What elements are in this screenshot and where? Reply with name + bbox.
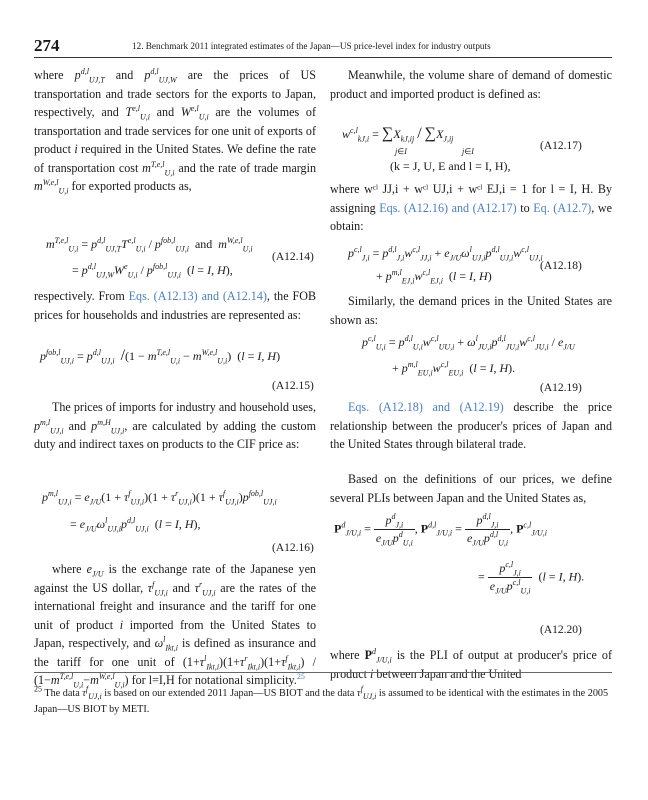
- right-para-3: Similarly, the demand prices in the United States are shown as:: [330, 294, 612, 327]
- eq-link[interactable]: Eqs. (A12.13) and (A12.14): [128, 289, 267, 303]
- running-header: 12. Benchmark 2011 integrated estimates of the Japan—US price-level index for industry outputs: [132, 41, 491, 51]
- equation-number: (A12.17): [540, 140, 582, 152]
- header-rule: [34, 57, 612, 58]
- footnote-ref[interactable]: 25: [296, 671, 305, 681]
- left-para-4: where $e_{J/U}$ is the exchange rate of the Japanese yen against the US dollar, $\tau^f_{UJ,i}$ and $\tau^r_{UJ,i}$ are the rates of the international freight and insurance and the tariff for one unit of product i imported from the United States to Japan, respectively, and $\omega^l_{Ikt,i}$ is defined as insurance and the tariff for one unit of $(1+\tau^l_{Ikt,i})(1+\tau^r_{Ikt,i})(1+\tau^f_{Ikt,i}) / (1-m^{T,e,l}_{U,i}-m^{W,e,l}_{U,i})$ for l=I,H for notational simplicity.$^{25}$: [34, 562, 317, 690]
- text-span: to: [516, 200, 534, 215]
- equation-number: (A12.18): [540, 260, 582, 272]
- left-para-1: where $p^{d,l}_{UJ,T}$ and $p^{d,l}_{UJ,W}$ are the prices of US transportation and trade sectors for the exports to Japan, respectively, and T$^{e,l}_{U,i}$ and W$^{e,l}_{U,i}$ are the volumes of transportation and trade services for one unit of exports of product i required in the United States. We define the rate of transportation cost $m^{T,e,l}_{U,i}$ and the rate of trade margin $m^{W,e,l}_{U,i}$ for exported products as,: [34, 66, 317, 196]
- right-para-4: [330, 398, 612, 454]
- equation-number: (A12.20): [540, 624, 582, 636]
- equation-number: (A12.16): [272, 542, 314, 554]
- footnote-rule: [34, 672, 612, 673]
- eq-condition: (k = J, U, E and l = I, H),: [390, 159, 511, 173]
- right-para-2: [330, 180, 612, 236]
- text-span: respectively. From: [34, 289, 129, 303]
- equation-number: (A12.15): [272, 380, 314, 392]
- equation-number: (A12.19): [540, 382, 582, 394]
- left-para-3: The prices of imports for industry and household uses, $p^{m,l}_{UJ,i}$ and $p^{m,H}_{UJ,i}$, are calculated by adding the custom duty and indirect taxes on products to the CIF price as:: [34, 400, 316, 451]
- text-span: , the FOB prices for households and industries are represented as:: [34, 289, 317, 322]
- eq-link[interactable]: Eqs. (A12.18) and (A12.19): [348, 400, 504, 414]
- eq-link[interactable]: Eqs. (A12.16) and (A12.17): [379, 200, 517, 215]
- right-para-6: where $P^d_{J/U,i}$ is the PLI of output at producer's price of product i between Japan and the United: [330, 646, 612, 681]
- eq-link[interactable]: Eq. (A12.7): [533, 200, 592, 215]
- equation-number: (A12.14): [272, 251, 314, 263]
- text-span: where wᶜˡ JJ,i + wᶜˡ UJ,i + wᶜˡ EJ,i = 1 for l = I, H. By assigning: [330, 182, 612, 215]
- page-number: 274: [34, 36, 60, 55]
- footnote: $^{25}$ The data $\tau^f_{UJ,i}$ is based on our extended 2011 Japan—US BIOT and the data $\tau^f_{UJ,i}$ is assumed to be identical with the estimates in the 2005 Japan—US BIOT by METI.: [34, 684, 609, 715]
- left-para-2: [34, 287, 316, 324]
- right-para-1: Meanwhile, the volume share of demand of domestic product and imported product is defined as:: [330, 68, 612, 101]
- text-span: describe the price relationship between the producer's prices of Japan and the United States through bilateral trade.: [330, 400, 612, 451]
- right-para-5: Based on the definitions of our prices, we define several PLIs between Japan and the United States as,: [330, 472, 612, 505]
- text-span: , we obtain:: [330, 200, 612, 233]
- footnote-number: 25: [34, 684, 42, 694]
